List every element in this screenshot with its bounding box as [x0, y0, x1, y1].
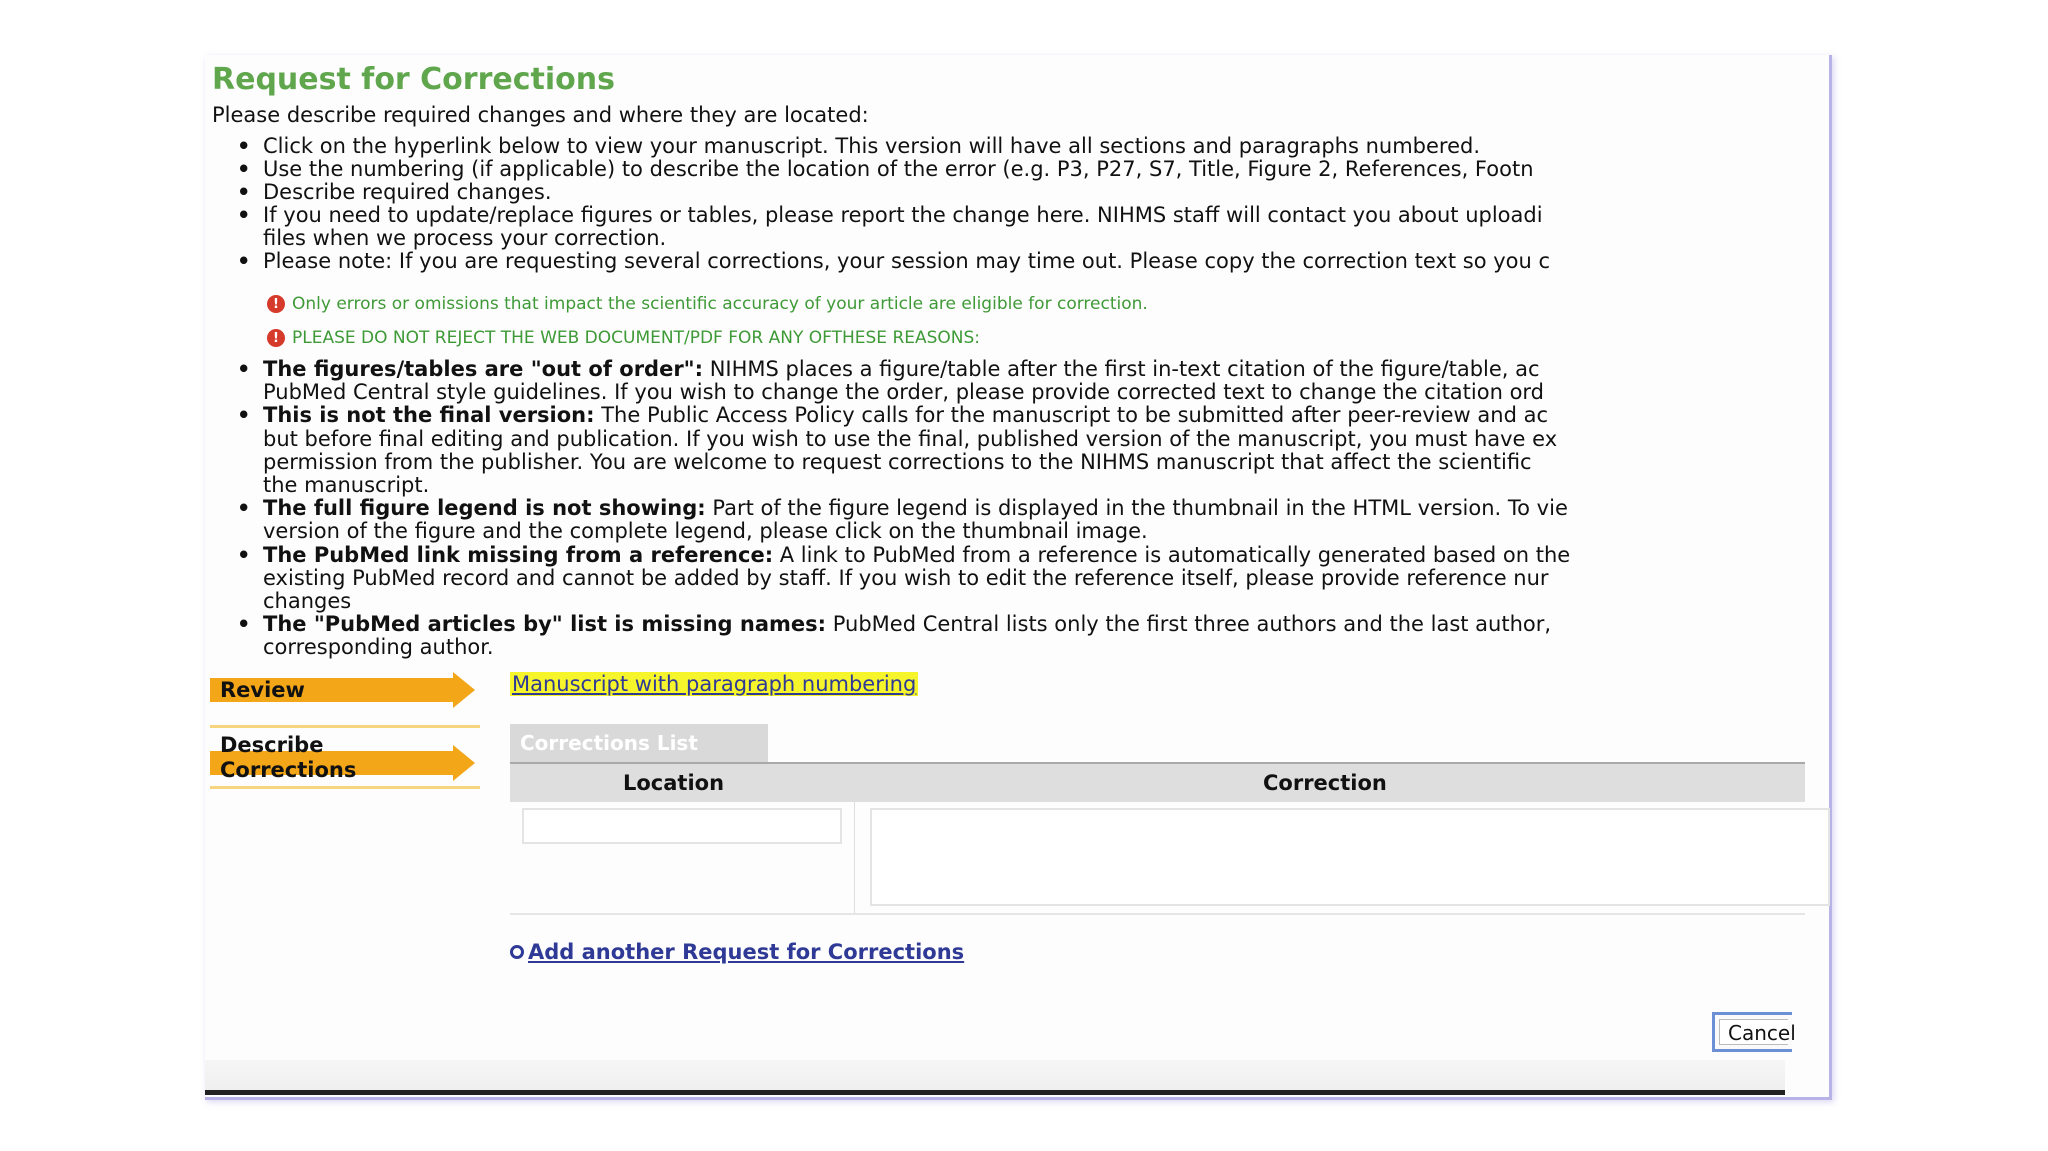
step-review	[210, 675, 475, 705]
alert-icon: !	[267, 329, 285, 347]
reason-item	[205, 544, 1785, 567]
reason-item	[205, 358, 1785, 381]
column-divider	[854, 800, 855, 915]
column-header-location: Location	[623, 771, 725, 795]
reason-text: Part of the figure legend is displayed in the thumbnail in the HTML version. To vie	[705, 496, 1568, 521]
reason-heading: The full figure legend is not showing:	[263, 496, 706, 521]
step-describe-corrections	[210, 725, 475, 785]
reason-item	[205, 404, 1785, 427]
add-circle-icon	[510, 945, 524, 959]
corrections-content	[205, 55, 1796, 1097]
add-request-label: Add another Request for Corrections	[528, 940, 965, 964]
table-header	[510, 762, 1805, 802]
reason-text: corresponding author.	[263, 635, 494, 660]
reason-item	[205, 497, 1785, 520]
reason-text: NIHMS places a figure/table after the first in-text citation of the figure/table, ac	[703, 357, 1540, 381]
step-divider	[210, 725, 480, 728]
reason-text: existing PubMed record and cannot be added by staff. If you wish to edit the reference itself, please provide reference nur	[263, 565, 1549, 590]
reason-text: PubMed Central style guidelines. If you wish to change the order, please provide corrected text to change the citation ord	[263, 380, 1545, 405]
reason-text: the manuscript.	[263, 473, 430, 498]
footer-rule	[205, 1090, 1785, 1095]
reason-text: changes	[263, 589, 352, 614]
location-input[interactable]	[522, 808, 842, 844]
reason-item	[205, 613, 1785, 636]
instruction-item: • Describe required changes.	[205, 181, 1785, 204]
correction-textarea[interactable]	[870, 808, 1830, 906]
instruction-item-continued: files when we process your correction.	[263, 226, 667, 250]
arrow-right-icon	[453, 672, 475, 708]
note-item	[267, 321, 1148, 355]
reason-text: version of the figure and the complete legend, please click on the thumbnail image.	[263, 519, 1148, 544]
reason-heading: The PubMed link missing from a reference:	[263, 542, 774, 567]
step-divider	[210, 786, 480, 789]
column-header-correction: Correction	[1263, 771, 1387, 795]
section-divider	[510, 913, 1805, 915]
instruction-item: • Click on the hyperlink below to view your manuscript. This version will have all sections and paragraphs numbered.	[205, 135, 1785, 158]
step-label: Describe	[220, 733, 324, 757]
cancel-button-label: Cancel	[1719, 1019, 1788, 1045]
add-request-link[interactable]	[510, 940, 964, 964]
corrections-table	[510, 762, 1805, 920]
page-title: Request for Corrections	[212, 62, 615, 97]
note-text: Only errors or omissions that impact the scientific accuracy of your article are eligible for correction.	[292, 294, 1148, 314]
reasons-list	[205, 358, 1785, 660]
instruction-item: • Please note: If you are requesting several corrections, your session may time out. Please copy the correction text so you c	[205, 250, 1785, 273]
instructions-list	[205, 135, 1785, 273]
corrections-window	[205, 55, 1832, 1100]
reason-heading: The figures/tables are "out of order":	[263, 357, 704, 381]
tab-corrections-list[interactable]: Corrections List	[510, 724, 768, 762]
alert-icon: !	[267, 295, 285, 313]
note-item	[267, 287, 1148, 321]
reason-text: permission from the publisher. You are welcome to request corrections to the NIHMS manuscript that affect the scientific	[263, 449, 1532, 474]
note-text: PLEASE DO NOT REJECT THE WEB DOCUMENT/PDF FOR ANY OFTHESE REASONS:	[292, 328, 981, 348]
reason-text: but before final editing and publication. If you wish to use the final, published version of the manuscript, you must have ex	[263, 426, 1558, 451]
footer-band	[205, 1060, 1785, 1090]
intro-text: Please describe required changes and where they are located:	[212, 103, 869, 127]
reason-text: The Public Access Policy calls for the manuscript to be submitted after peer-review and ac	[594, 403, 1549, 428]
reason-heading: This is not the final version:	[263, 403, 595, 428]
step-label: Corrections	[220, 758, 357, 782]
instruction-item: • Use the numbering (if applicable) to describe the location of the error (e.g. P3, P27, S7, Title, Figure 2, References, Footn	[205, 158, 1785, 181]
reason-text: PubMed Central lists only the first three authors and the last author,	[826, 612, 1552, 637]
arrow-right-icon	[453, 745, 475, 781]
manuscript-link[interactable]: Manuscript with paragraph numbering	[512, 672, 917, 696]
reason-text: A link to PubMed from a reference is automatically generated based on the	[773, 542, 1571, 567]
eligibility-notes	[267, 287, 1148, 355]
cancel-button[interactable]	[1712, 1012, 1796, 1052]
instruction-item: • If you need to update/replace figures or tables, please report the change here. NIHMS staff will contact you about uploadi	[205, 204, 1785, 227]
step-label: Review	[220, 678, 305, 702]
reason-heading: The "PubMed articles by" list is missing names:	[263, 612, 827, 637]
